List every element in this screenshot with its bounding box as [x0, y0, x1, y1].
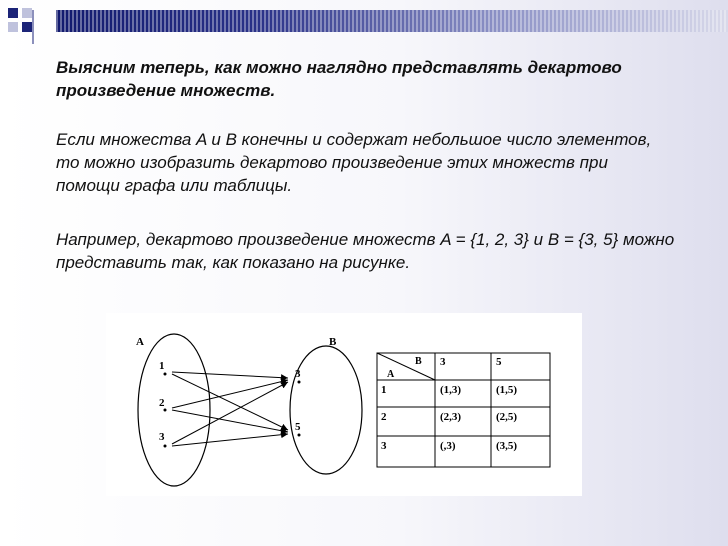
decor-square-dark — [22, 22, 32, 32]
table-cell: (,3) — [440, 440, 456, 452]
table-row-header: 1 — [381, 384, 387, 396]
table-cell: (2,5) — [496, 411, 518, 423]
set-b-label: B — [329, 336, 337, 348]
slide-heading: Выясним теперь, как можно наглядно представлять декартово произведение множеств. — [56, 58, 622, 100]
arrow-1-5 — [172, 374, 288, 430]
table-row-header: 2 — [381, 411, 387, 423]
decor-line — [32, 10, 34, 44]
table-border — [377, 353, 550, 467]
table-row-header: 3 — [381, 440, 387, 452]
decor-square-light — [22, 8, 32, 18]
b-point — [298, 381, 301, 384]
a-element-label: 2 — [159, 397, 165, 409]
graph-diagram — [136, 334, 362, 486]
table-corner-b: B — [415, 356, 422, 367]
table-col-header: 3 — [440, 356, 446, 368]
a-element-label: 1 — [159, 360, 165, 372]
table-cell: (1,5) — [496, 384, 518, 396]
decor-square-dark — [8, 8, 18, 18]
table-cell: (2,3) — [440, 411, 462, 423]
arrow-3-5 — [172, 434, 288, 446]
table-cell: (1,3) — [440, 384, 462, 396]
decor-square-light — [8, 22, 18, 32]
figure-svg — [106, 313, 582, 496]
a-element-label: 3 — [159, 431, 165, 443]
slide-paragraph-2: Например, декартово произведение множеств A = {1, 2, 3} и B = {3, 5} можно представить так, как показано на рисунке. — [56, 230, 675, 272]
b-element-label: 5 — [295, 421, 301, 433]
cartesian-product-figure — [106, 313, 582, 496]
product-table — [377, 353, 550, 467]
title-bar-decoration — [56, 10, 728, 32]
a-point — [164, 445, 167, 448]
b-element-label: 3 — [295, 368, 301, 380]
slide-paragraph-1: Если множества A и B конечны и содержат небольшое число элементов, то можно изобразить декартово произведение этих множеств при помощи графа или таблицы. — [56, 130, 652, 195]
arrow-2-3 — [172, 380, 288, 408]
a-point — [164, 373, 167, 376]
arrow-1-3 — [172, 372, 288, 378]
set-a-label: A — [136, 336, 144, 348]
table-corner-a: A — [387, 369, 395, 380]
table-cell: (3,5) — [496, 440, 518, 452]
table-corner-diagonal — [377, 353, 435, 380]
set-b-ellipse — [290, 346, 362, 474]
b-point — [298, 434, 301, 437]
table-col-header: 5 — [496, 356, 502, 368]
a-point — [164, 409, 167, 412]
